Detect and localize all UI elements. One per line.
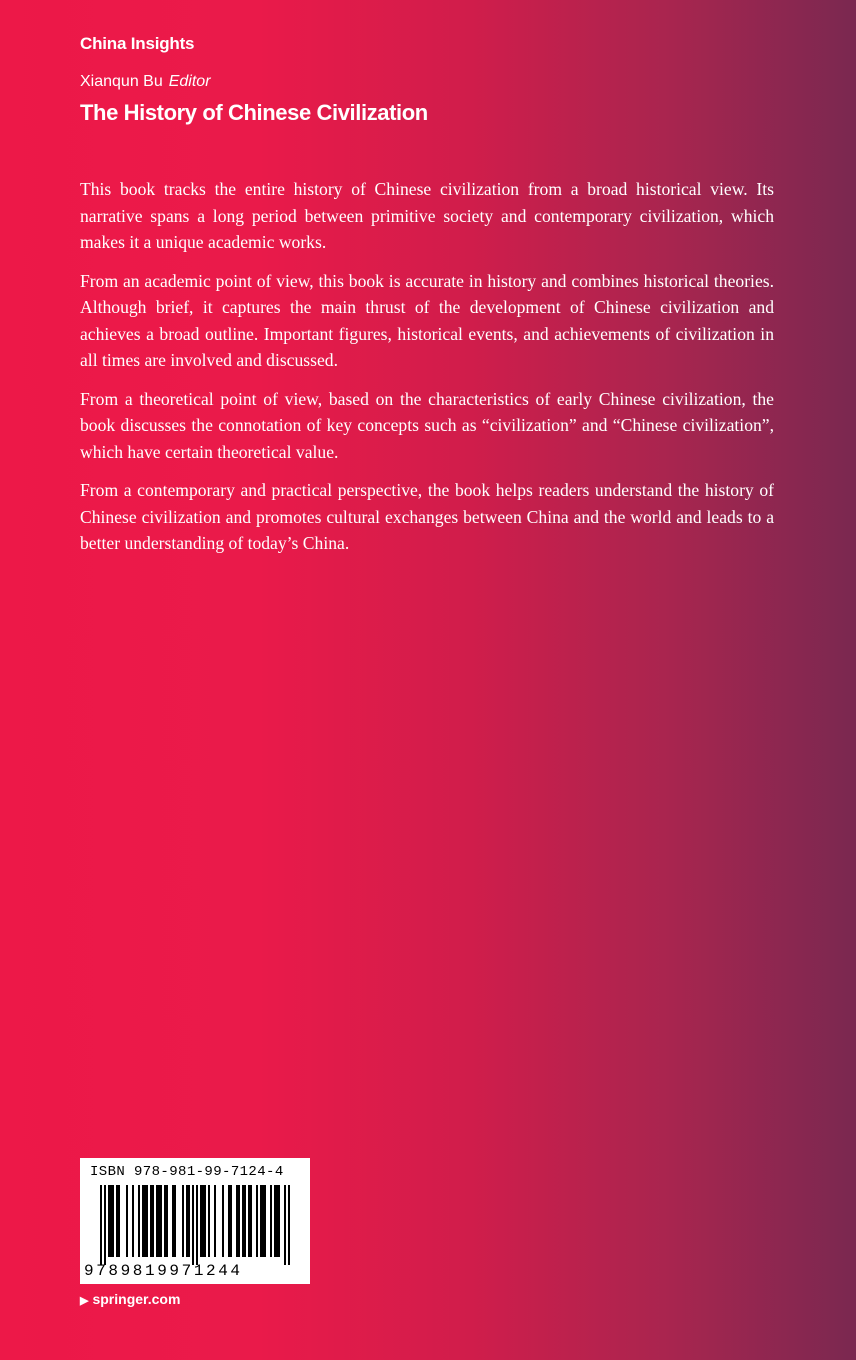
website-label: springer.com (92, 1291, 181, 1307)
barcode-bar-1 (104, 1185, 106, 1265)
barcode-bars (100, 1185, 290, 1265)
barcode-bar-9 (156, 1185, 162, 1257)
blurb-paragraph-2: From an academic point of view, this book is accurate in history and combines historical theories. Although brief, it captures the main thrust of the development of Chinese civilization and achieves a broad outline. Important figures, historical events, and achievements of civilization in all times are involved and discussed. (80, 270, 774, 370)
barcode-bar-26 (270, 1185, 272, 1257)
ean-digits: 9789819971244 (84, 1262, 243, 1280)
barcode-bar-15 (196, 1185, 198, 1265)
publisher-website[interactable] (80, 1291, 180, 1307)
barcode-bar-19 (222, 1185, 224, 1257)
barcode-bar-17 (208, 1185, 210, 1257)
barcode-bar-12 (182, 1185, 184, 1257)
barcode-bar-8 (150, 1185, 154, 1257)
book-title: The History of Chinese Civilization (80, 100, 428, 125)
barcode-bar-22 (242, 1185, 246, 1257)
triangle-right-icon: ▶ (80, 1295, 89, 1307)
isbn-barcode-box (80, 1158, 310, 1284)
editor-name: Xianqun Bu (80, 73, 163, 90)
barcode-bar-27 (274, 1185, 280, 1257)
barcode-bar-23 (248, 1185, 252, 1257)
editor-line (80, 73, 211, 91)
barcode-bar-11 (172, 1185, 176, 1257)
barcode-bar-6 (138, 1185, 140, 1257)
barcode-bar-3 (116, 1185, 120, 1257)
barcode-bar-7 (142, 1185, 148, 1257)
barcode-bar-10 (164, 1185, 168, 1257)
isbn-label: ISBN 978-981-99-7124-4 (90, 1164, 284, 1180)
barcode-bar-24 (256, 1185, 258, 1257)
barcode-bar-4 (126, 1185, 128, 1257)
barcode-bar-29 (288, 1185, 290, 1265)
barcode-bar-0 (100, 1185, 102, 1265)
barcode-bar-21 (236, 1185, 240, 1257)
barcode-bar-13 (186, 1185, 190, 1257)
barcode-bar-18 (214, 1185, 216, 1257)
blurb-paragraph-4: From a contemporary and practical perspective, the book helps readers understand the history of Chinese civilization and promotes cultural exchanges between China and the world and leads to a better understanding of today’s China. (80, 480, 774, 553)
barcode-bar-16 (200, 1185, 206, 1257)
barcode-bar-28 (284, 1185, 286, 1265)
barcode-bar-20 (228, 1185, 232, 1257)
series-name: China Insights (80, 34, 195, 53)
barcode-bar-25 (260, 1185, 266, 1257)
barcode-bar-5 (132, 1185, 134, 1257)
barcode-bar-14 (192, 1185, 194, 1265)
blurb-paragraph-1: This book tracks the entire history of Chinese civilization from a broad historical view. Its narrative spans a long period between primitive society and contemporary civilization, which makes it a unique academic works. (80, 179, 774, 252)
editor-role: Editor (168, 73, 211, 90)
barcode-bar-2 (108, 1185, 114, 1257)
blurb-paragraph-3: From a theoretical point of view, based on the characteristics of early Chinese civilization, the book discusses the connotation of key concepts such as “civilization” and “Chinese civilization”, which have certain theoretical value. (80, 388, 774, 462)
blurb-text (80, 176, 774, 569)
